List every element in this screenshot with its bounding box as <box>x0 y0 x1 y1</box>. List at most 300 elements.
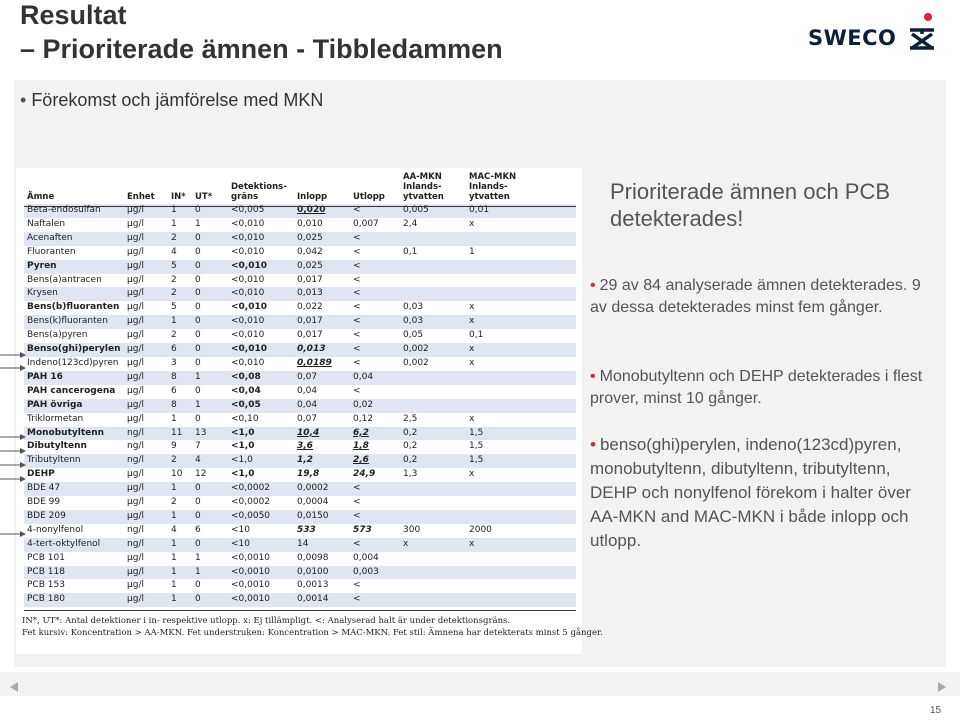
cell-inlopp: 533 <box>297 524 316 535</box>
arrow-dehp-icon <box>0 476 26 482</box>
cell-enhet: µg/l <box>127 413 144 424</box>
table-footnote-2: Fet kursiv: Koncentration > AA-MKN. Fet understruken: Koncentration > MAC-MKN. Fet stil: Ämnena har detekterats minst 5 gånger. <box>22 628 603 638</box>
cell-det: <0,005 <box>228 204 294 218</box>
cell-aa <box>400 260 466 274</box>
cell-ut: 0 <box>192 287 228 301</box>
table-row <box>24 315 576 329</box>
cell-enhet: µg/l <box>124 482 168 496</box>
cell-aa <box>400 274 466 288</box>
cell-in: 1 <box>171 552 177 563</box>
cell-aa: 0,1 <box>403 246 418 257</box>
content-heading: Prioriterade ämnen och PCB detekterades! <box>610 179 891 231</box>
table-row <box>24 496 576 510</box>
cell-det: <0,010 <box>231 218 265 229</box>
cell-inlopp: 0,0098 <box>297 552 329 563</box>
arrow-benso-icon <box>0 352 26 358</box>
table-header-rule <box>24 206 576 207</box>
cell-pad <box>526 218 576 232</box>
cell-enhet: µg/l <box>124 260 168 274</box>
cell-ut: 0 <box>195 357 201 368</box>
cell-aa: 0,05 <box>403 330 424 341</box>
cell-in: 1 <box>168 482 192 496</box>
cell-ut: 0 <box>195 385 201 396</box>
cell-utlopp: 573 <box>353 524 372 535</box>
cell-ut: 0 <box>195 413 201 424</box>
cell-amne: Krysen <box>24 287 124 301</box>
cell-ut: 12 <box>195 469 207 480</box>
cell-amne: Dibutyltenn <box>27 441 87 452</box>
cell-mac: x <box>469 357 475 368</box>
cell-utlopp: 0,02 <box>350 399 400 413</box>
cell-utlopp: < <box>353 302 361 313</box>
cell-inlopp: 0,017 <box>297 274 323 285</box>
cell-enhet: µg/l <box>124 399 168 413</box>
header-aa-3: ytvatten <box>403 192 444 202</box>
cell-ut: 1 <box>195 218 201 229</box>
cell-in: 2 <box>168 454 192 468</box>
header-detektion <box>228 172 294 204</box>
table-row <box>24 566 576 580</box>
cell-det: <0,010 <box>231 357 265 368</box>
cell-aa <box>400 287 466 301</box>
cell-aa: 0,2 <box>400 427 466 441</box>
sweco-mark-icon <box>906 12 938 50</box>
cell-aa <box>400 593 466 607</box>
cell-enhet: µg/l <box>124 315 168 329</box>
cell-inlopp: 0,0189 <box>297 357 332 368</box>
cell-mac <box>466 496 526 510</box>
cell-amne: Indeno(123cd)pyren <box>27 357 119 368</box>
cell-pad <box>526 315 576 329</box>
bullet-1-marker-icon: • <box>590 277 596 294</box>
cell-mac: x <box>469 413 475 424</box>
cell-inlopp: 0,025 <box>294 260 350 274</box>
cell-aa: 0,2 <box>400 454 466 468</box>
next-slide-icon[interactable] <box>938 682 946 692</box>
cell-utlopp: 6,2 <box>350 427 400 441</box>
table-row <box>24 482 576 496</box>
cell-mac <box>466 552 526 566</box>
cell-utlopp: < <box>350 232 400 246</box>
cell-inlopp: 14 <box>294 538 350 552</box>
cell-mac <box>466 593 526 607</box>
cell-amne: Bens(k)fluoranten <box>24 315 124 329</box>
table-row <box>24 232 576 246</box>
cell-utlopp: 0,003 <box>350 566 400 580</box>
header-mac-2: Inlands- <box>469 182 508 192</box>
table-row <box>24 454 576 468</box>
header-aa-1: AA-MKN <box>403 172 442 182</box>
cell-in: 2 <box>171 330 177 341</box>
cell-utlopp: 24,9 <box>353 469 376 480</box>
cell-det: <0,010 <box>231 302 268 313</box>
table-row <box>24 357 576 371</box>
cell-in: 8 <box>168 399 192 413</box>
cell-det: <0,0010 <box>231 580 271 591</box>
cell-pad <box>526 496 576 510</box>
cell-utlopp: < <box>353 246 361 257</box>
cell-aa: 0,03 <box>400 315 466 329</box>
cell-pad <box>526 385 576 399</box>
cell-aa: 0,03 <box>403 302 424 313</box>
cell-amne: Pyren <box>24 260 124 274</box>
cell-mac: 1 <box>469 246 475 257</box>
cell-amne: Naftalen <box>27 218 66 229</box>
cell-det: <0,010 <box>228 287 294 301</box>
cell-ut: 4 <box>192 454 228 468</box>
cell-amne: BDE 99 <box>27 497 61 508</box>
cell-pad <box>526 399 576 413</box>
cell-mac: x <box>469 218 475 229</box>
cell-ut: 0 <box>192 260 228 274</box>
table-row <box>24 538 576 552</box>
cell-utlopp: < <box>353 497 361 508</box>
header-mac-mkn <box>466 172 526 204</box>
table-row <box>24 274 576 288</box>
arrow-indeno-icon <box>0 365 26 371</box>
cell-pad <box>526 427 576 441</box>
cell-det: <0,010 <box>228 260 294 274</box>
cell-mac <box>466 232 526 246</box>
cell-utlopp: < <box>350 482 400 496</box>
cell-aa: 0,002 <box>403 357 429 368</box>
cell-inlopp: 0,022 <box>297 302 323 313</box>
cell-amne: PCB 101 <box>27 552 65 563</box>
cell-in: 1 <box>171 580 177 591</box>
cell-inlopp: 0,042 <box>297 246 323 257</box>
cell-mac: x <box>469 302 475 313</box>
cell-utlopp: < <box>350 538 400 552</box>
cell-utlopp: < <box>350 510 400 524</box>
cell-aa <box>400 510 466 524</box>
cell-inlopp: 0,0100 <box>294 566 350 580</box>
cell-enhet: µg/l <box>124 566 168 580</box>
cell-mac: x <box>466 538 526 552</box>
cell-det: <0,010 <box>231 274 265 285</box>
cell-in: 4 <box>171 246 177 257</box>
cell-enhet: ng/l <box>124 538 168 552</box>
bullet-2 <box>590 366 940 410</box>
cell-inlopp: 0,0004 <box>297 497 329 508</box>
table-bottom-rule <box>24 610 576 611</box>
bullet-1 <box>590 275 940 319</box>
cell-det: <1,0 <box>228 427 294 441</box>
arrow-monobutyltenn-icon <box>0 434 26 440</box>
cell-inlopp: 0,07 <box>294 371 350 385</box>
cell-mac: 2000 <box>469 524 492 535</box>
cell-amne: PCB 180 <box>24 593 124 607</box>
table-row <box>24 579 576 593</box>
cell-ut: 0 <box>195 497 201 508</box>
header-aa-2: Inlands- <box>403 182 442 192</box>
cell-inlopp: 0,025 <box>294 232 350 246</box>
cell-pad <box>526 413 576 427</box>
table-row <box>24 524 576 538</box>
table-row <box>24 287 576 301</box>
table-row <box>24 371 576 385</box>
cell-inlopp: 19,8 <box>297 469 320 480</box>
arrow-tributyltenn-icon <box>0 462 26 468</box>
cell-amne: Bens(b)fluoranten <box>27 302 120 313</box>
cell-enhet: µg/l <box>127 497 144 508</box>
cell-det: <10 <box>231 524 250 535</box>
table-row <box>24 468 576 482</box>
cell-in: 1 <box>171 413 177 424</box>
cell-aa <box>400 371 466 385</box>
cell-utlopp: < <box>350 287 400 301</box>
cell-pad <box>526 524 576 538</box>
cell-inlopp: 0,04 <box>294 399 350 413</box>
cell-in: 6 <box>171 385 177 396</box>
bullet-1-text: 29 av 84 analyserade ämnen detekterades. 9 av dessa detekterades minst fem gånger. <box>590 277 921 316</box>
cell-in: 1 <box>168 566 192 580</box>
cell-pad <box>526 343 576 357</box>
cell-pad <box>526 552 576 566</box>
cell-amne: PCB 153 <box>27 580 65 591</box>
cell-pad <box>526 566 576 580</box>
cell-amne: Beta-endosulfan <box>24 204 124 218</box>
cell-det: <1,0 <box>231 469 255 480</box>
cell-det: <0,010 <box>228 343 294 357</box>
cell-ut: 0 <box>195 274 201 285</box>
cell-aa: 0,005 <box>400 204 466 218</box>
cell-enhet: µg/l <box>124 287 168 301</box>
cell-pad <box>526 538 576 552</box>
cell-det: <1,0 <box>228 454 294 468</box>
cell-in: 1 <box>168 510 192 524</box>
arrow-nonylfenol-icon <box>0 531 26 537</box>
cell-ut: 6 <box>195 524 201 535</box>
cell-amne: Bens(a)pyren <box>27 330 88 341</box>
cell-inlopp: 0,017 <box>297 330 323 341</box>
cell-ut: 7 <box>195 441 201 452</box>
table-row <box>24 593 576 607</box>
cell-amne: 4-tert-oktylfenol <box>24 538 124 552</box>
cell-ut: 0 <box>192 315 228 329</box>
cell-pad <box>526 579 576 593</box>
cell-utlopp: < <box>353 330 361 341</box>
header-mac-1: MAC-MKN <box>469 172 517 182</box>
cell-mac: x <box>469 469 475 480</box>
bullet-2-marker-icon: • <box>590 368 596 385</box>
table-row <box>24 399 576 413</box>
cell-inlopp: 10,4 <box>294 427 350 441</box>
cell-enhet: µg/l <box>127 302 144 313</box>
table-header-row <box>24 172 576 204</box>
cell-mac <box>466 399 526 413</box>
cell-amne: Tributyltenn <box>24 454 124 468</box>
cell-det: <0,0010 <box>228 593 294 607</box>
cell-in: 11 <box>168 427 192 441</box>
arrow-dibutyltenn-icon <box>0 448 26 454</box>
cell-det: <0,010 <box>231 330 265 341</box>
cell-inlopp: 0,0002 <box>294 482 350 496</box>
cell-pad <box>526 482 576 496</box>
cell-mac <box>466 260 526 274</box>
cell-amne: DEHP <box>27 469 55 480</box>
cell-inlopp: 0,0150 <box>294 510 350 524</box>
cell-ut: 0 <box>192 232 228 246</box>
table-footnote-1: IN*, UT*: Antal detektioner i in- respektive utlopp. x: Ej tillämpligt. <: Analyserad halt är under detektionsgräns. <box>22 616 511 626</box>
cell-amne: Acenaften <box>24 232 124 246</box>
cell-enhet: µg/l <box>127 469 144 480</box>
cell-enhet: µg/l <box>124 510 168 524</box>
cell-amne: PAH 16 <box>24 371 124 385</box>
cell-aa <box>400 552 466 566</box>
cell-pad <box>526 371 576 385</box>
cell-pad <box>526 454 576 468</box>
header-inlopp: Inlopp <box>297 192 328 202</box>
cell-det: <0,0010 <box>228 566 294 580</box>
cell-aa: 2,5 <box>403 413 418 424</box>
sweco-logo <box>808 12 938 52</box>
cell-ut: 13 <box>192 427 228 441</box>
cell-in: 2 <box>168 287 192 301</box>
cell-mac <box>466 510 526 524</box>
cell-aa: 300 <box>403 524 421 535</box>
cell-utlopp: 0,004 <box>353 552 379 563</box>
cell-det: <0,04 <box>231 385 261 396</box>
cell-aa <box>400 232 466 246</box>
cell-utlopp: < <box>353 580 361 591</box>
table-row <box>24 440 576 454</box>
cell-in: 9 <box>171 441 177 452</box>
cell-mac <box>466 385 526 399</box>
cell-utlopp: < <box>350 593 400 607</box>
cell-det: <0,05 <box>228 399 294 413</box>
cell-mac: 0,01 <box>466 204 526 218</box>
cell-pad <box>526 246 576 260</box>
cell-aa <box>400 579 466 593</box>
cell-amne: Triklormetan <box>27 413 84 424</box>
cell-mac <box>466 274 526 288</box>
bullet-2-text: Monobutyltenn och DEHP detekterades i flest prover, minst 10 gånger. <box>590 368 923 407</box>
table-row <box>24 343 576 357</box>
cell-in: 5 <box>168 260 192 274</box>
header-mac-3: ytvatten <box>469 192 510 202</box>
cell-ut: 0 <box>192 204 228 218</box>
table-row <box>24 301 576 315</box>
cell-pad <box>526 510 576 524</box>
cell-pad <box>526 468 576 482</box>
cell-ut: 0 <box>192 343 228 357</box>
cell-ut: 0 <box>195 302 201 313</box>
header-detektion-2: gräns <box>231 192 259 202</box>
cell-ut: 0 <box>192 593 228 607</box>
cell-ut: 0 <box>192 482 228 496</box>
cell-aa <box>400 385 466 399</box>
cell-enhet: µg/l <box>124 371 168 385</box>
cell-utlopp: < <box>350 204 400 218</box>
cell-in: 6 <box>168 343 192 357</box>
cell-pad <box>526 287 576 301</box>
cell-enhet: µg/l <box>127 580 144 591</box>
cell-inlopp: 0,0014 <box>294 593 350 607</box>
cell-pad <box>526 593 576 607</box>
cell-utlopp: < <box>350 343 400 357</box>
cell-in: 8 <box>168 371 192 385</box>
cell-in: 1 <box>168 593 192 607</box>
cell-det: <0,010 <box>231 246 265 257</box>
table-row <box>24 413 576 427</box>
cell-enhet: µg/l <box>124 204 168 218</box>
table-row <box>24 329 576 343</box>
cell-det: <0,0002 <box>231 497 271 508</box>
cell-in: 4 <box>171 524 177 535</box>
cell-mac: x <box>466 343 526 357</box>
cell-ut: 1 <box>192 399 228 413</box>
cell-mac <box>466 287 526 301</box>
cell-inlopp: 3,6 <box>297 441 313 452</box>
cell-ut: 1 <box>192 566 228 580</box>
slide-nav-bar <box>0 672 960 696</box>
cell-amne: PAH cancerogena <box>27 385 116 396</box>
header-detektion-1: Detektions- <box>231 182 287 192</box>
cell-det: <0,0010 <box>231 552 271 563</box>
cell-aa <box>400 482 466 496</box>
header-ut: UT* <box>195 192 213 202</box>
cell-aa <box>400 399 466 413</box>
cell-aa: 0,002 <box>400 343 466 357</box>
cell-pad <box>526 274 576 288</box>
table-row <box>24 260 576 274</box>
cell-enhet: µg/l <box>124 593 168 607</box>
header-enhet: Enhet <box>127 192 155 202</box>
cell-enhet: ng/l <box>124 454 168 468</box>
header-aa-mkn <box>400 172 466 204</box>
cell-ut: 0 <box>192 538 228 552</box>
cell-det: <0,010 <box>228 315 294 329</box>
cell-amne: PCB 118 <box>24 566 124 580</box>
cell-mac: x <box>466 315 526 329</box>
cell-enhet: µg/l <box>124 232 168 246</box>
cell-inlopp: 0,017 <box>294 315 350 329</box>
cell-aa <box>400 566 466 580</box>
slide-title-line2: – Prioriterade ämnen - Tibbledammen <box>20 34 503 64</box>
previous-slide-icon[interactable] <box>10 682 18 692</box>
cell-pad <box>526 329 576 343</box>
cell-amne: Benso(ghi)perylen <box>24 343 124 357</box>
cell-in: 1 <box>171 218 177 229</box>
cell-mac: 1,5 <box>466 427 526 441</box>
cell-pad <box>526 440 576 454</box>
cell-mac <box>466 566 526 580</box>
cell-ut: 0 <box>195 330 201 341</box>
table-row <box>24 385 576 399</box>
header-amne: Ämne <box>27 192 55 202</box>
cell-aa: 2,4 <box>403 218 418 229</box>
header-utlopp: Utlopp <box>353 192 385 202</box>
cell-in: 1 <box>168 204 192 218</box>
header-in: IN* <box>171 192 186 202</box>
page-number: 15 <box>930 705 942 716</box>
cell-in: 2 <box>171 274 177 285</box>
cell-enhet: µg/l <box>127 552 144 563</box>
cell-in: 2 <box>168 232 192 246</box>
cell-ut: 0 <box>195 246 201 257</box>
cell-pad <box>526 232 576 246</box>
cell-enhet: µg/l <box>127 330 144 341</box>
cell-det: <0,10 <box>231 413 259 424</box>
cell-inlopp: 0,010 <box>297 218 323 229</box>
cell-ut: 0 <box>192 510 228 524</box>
cell-inlopp: 0,07 <box>297 413 318 424</box>
cell-in: 2 <box>171 497 177 508</box>
slide-title-line1: Resultat <box>20 0 127 30</box>
cell-det: <0,08 <box>228 371 294 385</box>
cell-det: <0,0050 <box>228 510 294 524</box>
cell-ut: 0 <box>195 580 201 591</box>
